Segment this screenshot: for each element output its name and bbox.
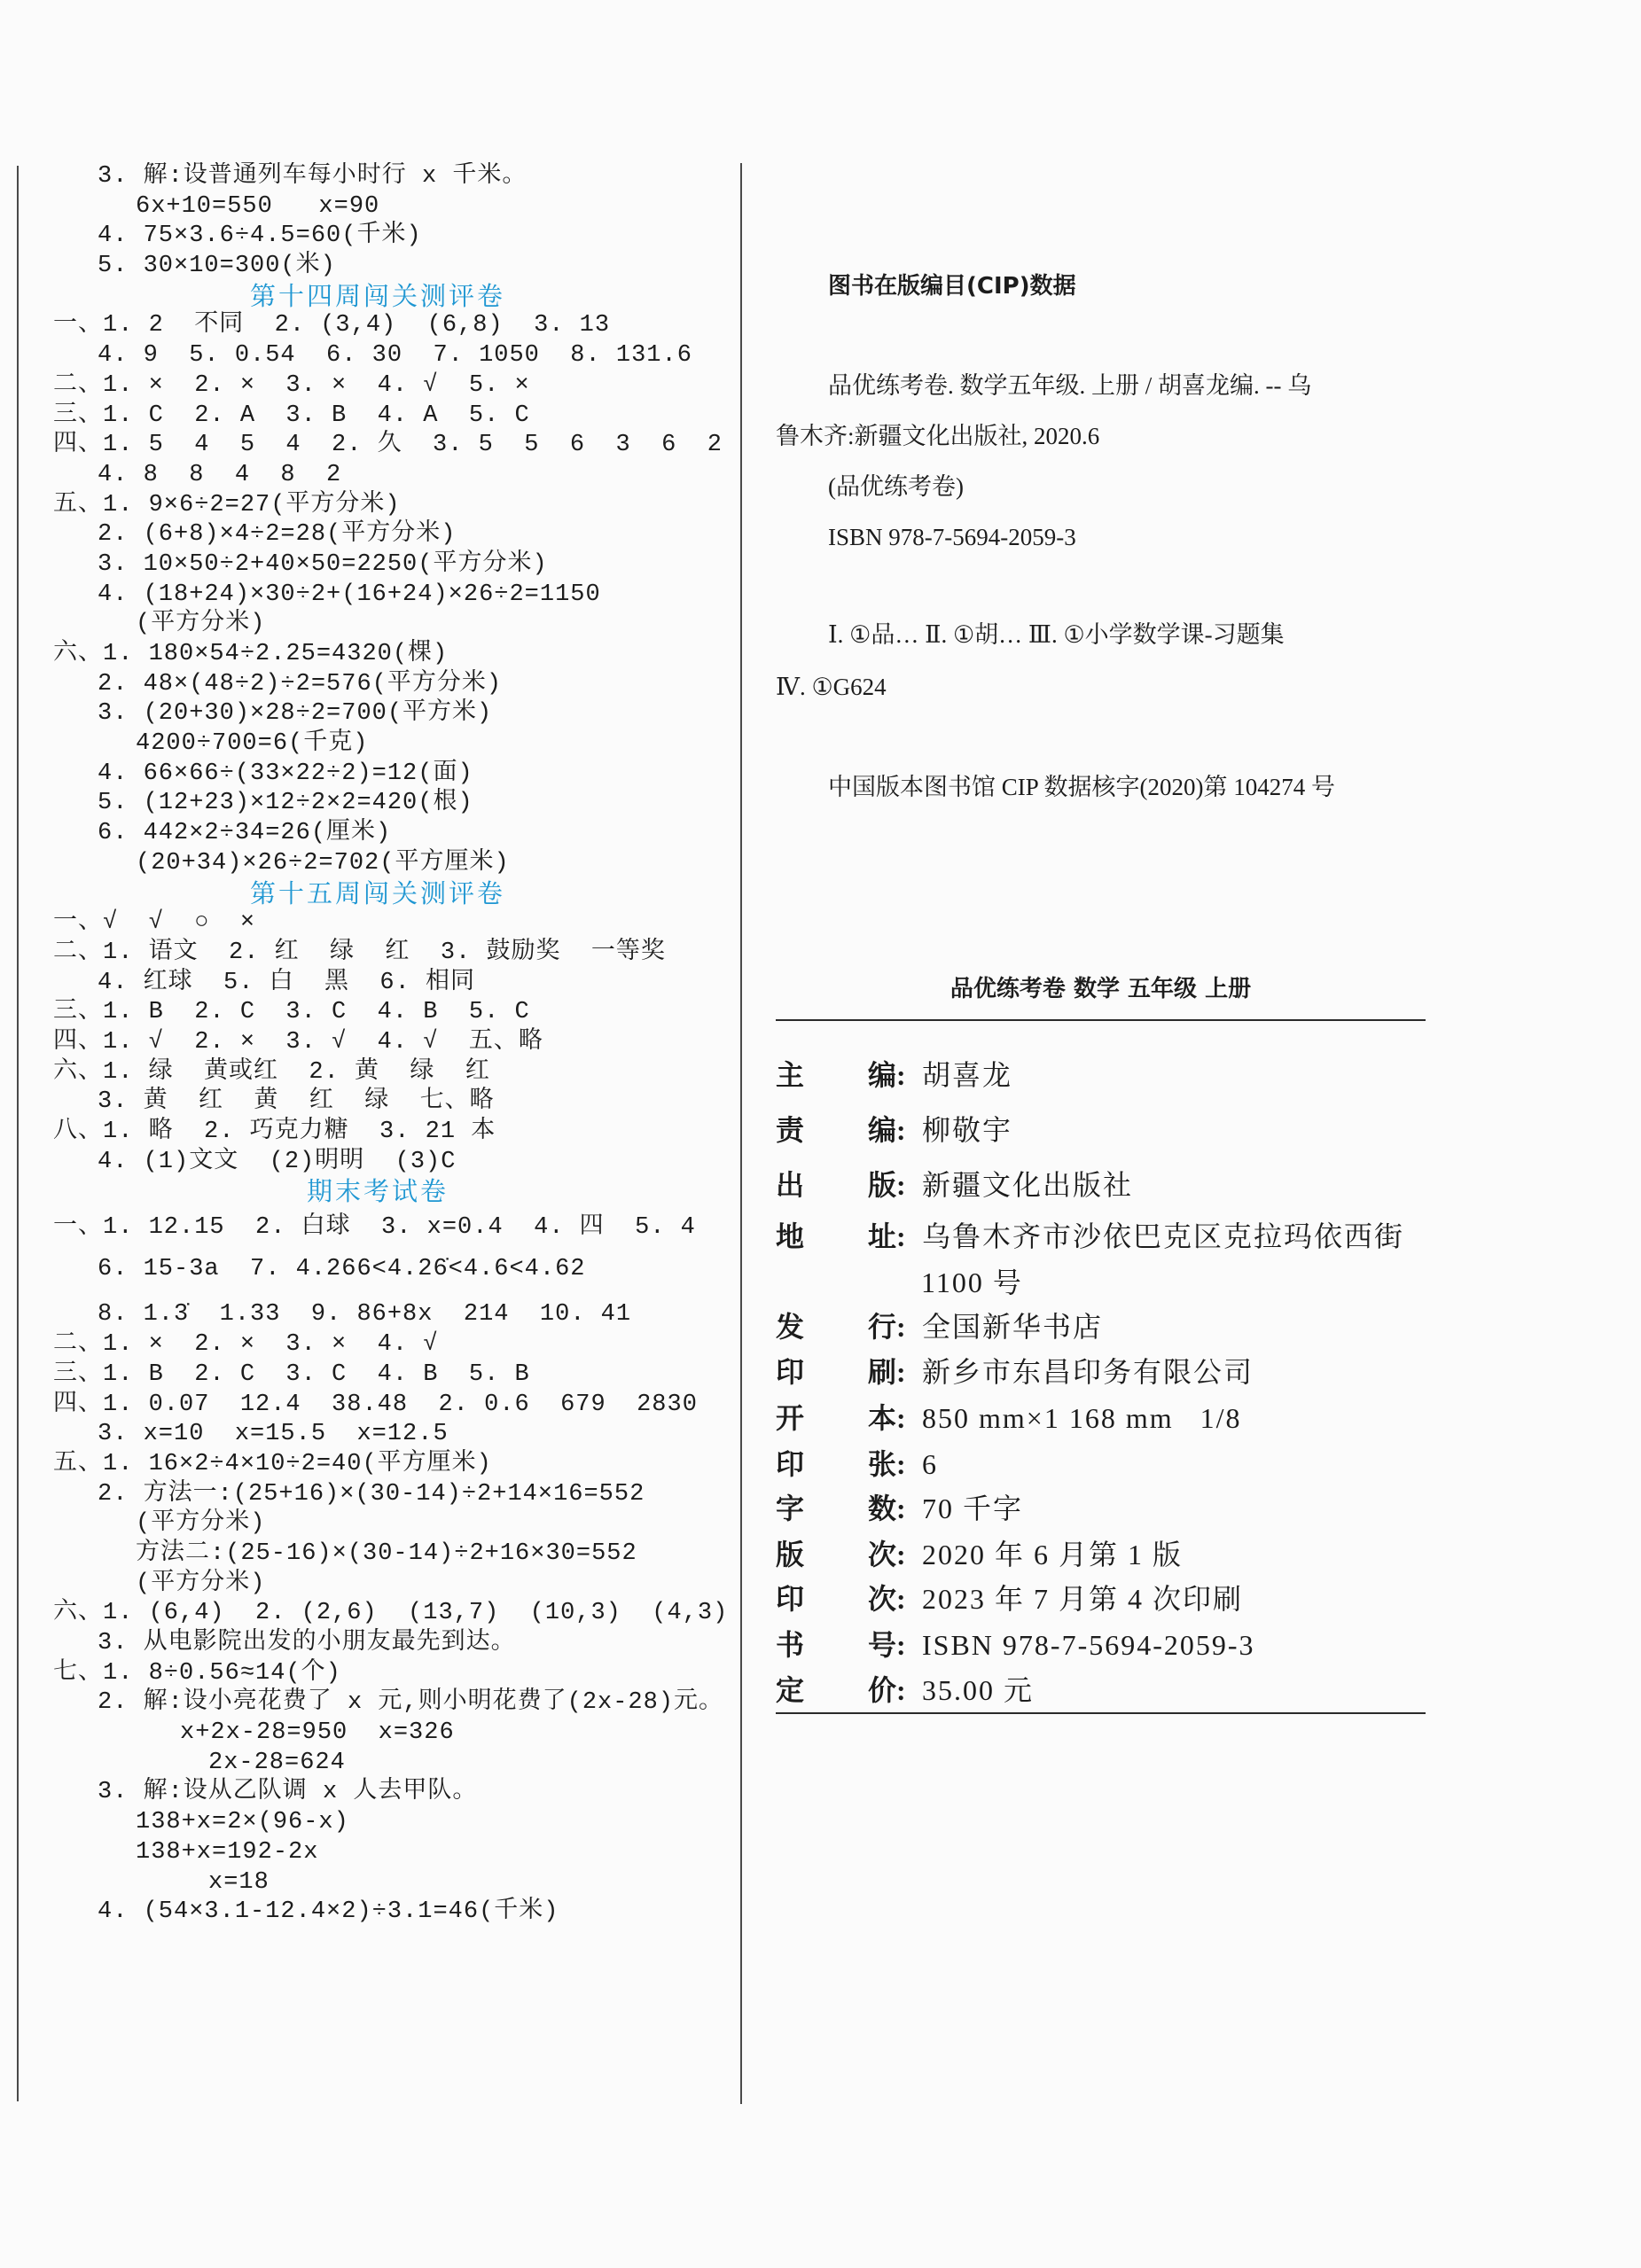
colophon-row [776,1309,1103,1344]
colophon-row [776,1354,1254,1390]
answer-line: 五、1. 9×6÷2=27(平方分米) [53,491,401,518]
colophon-value: 850 mm×1 168 mm 1/8 [922,1402,1242,1434]
colophon-label: 主 [776,1059,805,1091]
answer-line: 3. 黄 红 黄 红 绿 七、略 [98,1088,495,1116]
colophon-row [776,1491,1023,1526]
answer-line: 2. 解:设小亮花费了 x 元,则小明花费了(2x-28)元。 [98,1689,724,1717]
answer-line: 八、1. 略 2. 巧克力糖 3. 21 本 [53,1118,496,1145]
answer-line: 3. x=10 x=15.5 x=12.5 [98,1421,449,1448]
cip-line: 鲁木齐:新疆文化出版社, 2020.6 [776,423,1100,449]
answer-line: 二、1. × 2. × 3. × 4. √ [53,1331,439,1359]
column-divider-rule [740,163,742,2104]
answer-line: 一、1. 2 不同 2. (3,4) (6,8) 3. 13 [53,312,611,339]
colophon-value: 乌鲁木齐市沙依巴克区克拉玛依西街 [922,1220,1405,1252]
colophon-label: 次: [868,1539,906,1570]
answer-line: 5. (12+23)×12÷2×2=420(根) [98,790,473,817]
colophon-label: 次: [868,1583,906,1615]
colophon-label: 本: [868,1402,906,1434]
answer-line: 4. (54×3.1-12.4×2)÷3.1=46(千米) [98,1898,559,1926]
colophon-label: 张: [868,1448,906,1480]
answer-line: 4. 红球 5. 白 黑 6. 相同 [98,969,476,996]
answer-line: x=18 [208,1868,270,1896]
answer-line: 方法二:(25-16)×(30-14)÷2+16×30=552 [136,1539,637,1567]
answer-line: 四、1. 0.07 12.4 38.48 2. 0.6 679 2830 [53,1391,698,1418]
colophon-label: 地 [776,1220,805,1252]
colophon-row [776,1537,1183,1572]
cip-line: Ⅰ. ①品… Ⅱ. ①胡… Ⅲ. ①小学数学课-习题集 [828,621,1285,648]
answer-line: 一、√ √ ○ × [53,909,256,937]
answer-line: 三、1. B 2. C 3. C 4. B 5. B [53,1360,530,1388]
colophon-value: 柳敬宇 [922,1114,1013,1146]
answer-line: 5. 30×10=300(米) [98,253,336,280]
section-heading: 期末考试卷 [306,1176,449,1207]
answer-line: 六、1. 绿 黄或红 2. 黄 绿 红 [53,1058,490,1086]
colophon-value: 胡喜龙 [922,1059,1013,1091]
answer-line: 4. 9 5. 0.54 6. 30 7. 1050 8. 131.6 [98,342,692,370]
cip-line: 中国版本图书馆 CIP 数据核字(2020)第 104274 号 [828,774,1335,800]
colophon-bottom-rule [776,1712,1426,1714]
answer-line: 六、1. 180×54÷2.25=4320(棵) [53,641,449,667]
colophon-value: 新疆文化出版社 [922,1169,1134,1201]
colophon-value: 70 千字 [922,1493,1024,1524]
cip-line: (品优练考卷) [828,473,964,500]
answer-line: 6. 15-3a 7. 4.266<4.26̇<4.6<4.62 [98,1255,586,1282]
colophon-row [776,1167,1133,1203]
colophon-label: 编: [868,1059,906,1091]
section-heading: 第十五周闯关测评卷 [249,877,505,908]
answer-line: 138+x=2×(96-x) [136,1809,349,1836]
answer-line: 三、1. B 2. C 3. C 4. B 5. C [53,999,530,1026]
answer-line: 3. 10×50÷2+40×50=2250(平方分米) [98,550,548,578]
answer-line: (平方分米) [136,611,266,638]
colophon-label: 印 [776,1356,805,1388]
answer-line: 3. (20+30)×28÷2=700(平方米) [98,700,493,728]
answer-line: 6x+10=550 x=90 [136,192,380,220]
answer-line: 七、1. 8÷0.56≈14(个) [53,1659,341,1687]
answer-key-column [0,162,738,2112]
answer-line: 2x-28=624 [208,1749,346,1776]
answer-line: (20+34)×26÷2=702(平方厘米) [136,849,510,877]
answer-line: 4200÷700=6(千克) [136,730,369,758]
colophon-label: 编: [868,1114,906,1146]
answer-line: 4. 66×66÷(33×22÷2)=12(面) [98,760,473,787]
answer-line: 6. 442×2÷34=26(厘米) [98,820,392,847]
answer-line: 2. 方法一:(25+16)×(30-14)÷2+14×16=552 [98,1480,645,1508]
colophon-row [776,1400,1242,1436]
answer-line: 8. 1.3̇ 1.33 9. 86+8x 214 10. 41 [98,1301,632,1329]
answer-line: 五、1. 16×2÷4×10÷2=40(平方厘米) [53,1450,492,1477]
colophon-top-rule [776,1019,1426,1021]
colophon-label: 开 [776,1402,805,1434]
colophon-label: 版: [868,1169,906,1201]
colophon-value: 2023 年 7 月第 4 次印刷 [922,1583,1244,1615]
colophon-label: 书 [776,1629,805,1661]
answer-line: 六、1. (6,4) 2. (2,6) (13,7) (10,3) (4,3) [53,1600,729,1627]
answer-line: 4. (1)文文 (2)明明 (3)C [98,1148,457,1175]
cip-line: 品优练考卷. 数学五年级. 上册 / 胡喜龙编. -- 乌 [828,372,1312,399]
colophon-label: 定 [776,1674,805,1706]
answer-line: 一、1. 12.15 2. 白球 3. x=0.4 4. 四 5. 4 [53,1214,696,1242]
answer-line: (平方分米) [136,1570,266,1597]
colophon-label: 责 [776,1114,805,1146]
answer-line: x+2x-28=950 x=326 [180,1719,455,1747]
colophon-label: 印 [776,1583,805,1615]
colophon-label: 发 [776,1311,805,1343]
answer-line: 二、1. × 2. × 3. × 4. √ 5. × [53,371,530,399]
answer-line: 二、1. 语文 2. 红 绿 红 3. 鼓励奖 一等奖 [53,939,666,966]
colophon-value: 35.00 元 [922,1674,1035,1706]
colophon-label: 刷: [868,1356,906,1388]
colophon-value-continuation: 1100 号 [921,1266,1023,1298]
colophon-row [776,1581,1243,1617]
colophon-value: 新乡市东昌印务有限公司 [922,1356,1254,1388]
answer-line: 138+x=192-2x [136,1838,319,1866]
cip-line: ISBN 978-7-5694-2059-3 [828,524,1076,550]
colophon-value: 全国新华书店 [922,1311,1104,1343]
answer-line: 四、1. 5 4 5 4 2. 久 3. 5 5 6 3 6 2 [53,432,723,459]
answer-line: 3. 从电影院出发的小朋友最先到达。 [98,1630,516,1656]
colophon-label: 价: [868,1674,906,1706]
answer-line: 4. 75×3.6÷4.5=60(千米) [98,222,422,250]
colophon-label: 出 [776,1169,805,1201]
colophon-label: 印 [776,1448,805,1480]
answer-line: 四、1. √ 2. × 3. √ 4. √ 五、略 [53,1028,543,1056]
colophon-row [776,1112,1012,1148]
colophon-label: 字 [776,1493,805,1524]
colophon-row [776,1627,1255,1663]
colophon-label: 号: [868,1629,906,1661]
answer-line: 2. (6+8)×4÷2=28(平方分米) [98,521,457,549]
colophon-row [776,1672,1034,1708]
colophon-row [776,1446,938,1482]
answer-line: 2. 48×(48÷2)÷2=576(平方分米) [98,670,503,698]
cip-line: Ⅳ. ①G624 [776,674,887,700]
colophon-label: 址: [868,1220,906,1252]
colophon-row [776,1219,1404,1254]
colophon-row [776,1057,1012,1093]
answer-line: 三、1. C 2. A 3. B 4. A 5. C [53,401,530,429]
answer-line: 3. 解:设普通列车每小时行 x 千米。 [98,163,527,190]
colophon-value: 2020 年 6 月第 1 版 [922,1539,1184,1570]
colophon-label: 数: [868,1493,906,1524]
book-title: 品优练考卷 数学 五年级 上册 [949,976,1252,1002]
answer-line: 3. 解:设从乙队调 x 人去甲队。 [98,1779,478,1806]
colophon-label: 版 [776,1539,805,1570]
colophon-value: ISBN 978-7-5694-2059-3 [922,1629,1255,1661]
colophon-value: 6 [922,1448,938,1480]
colophon-label: 行: [868,1311,906,1343]
section-heading: 第十四周闯关测评卷 [249,280,505,311]
cip-heading: 图书在版编目(CIP)数据 [828,273,1076,300]
answer-line: 4. 8 8 4 8 2 [98,461,342,488]
answer-line: (平方分米) [136,1510,266,1538]
answer-line: 4. (18+24)×30÷2+(16+24)×26÷2=1150 [98,581,601,608]
